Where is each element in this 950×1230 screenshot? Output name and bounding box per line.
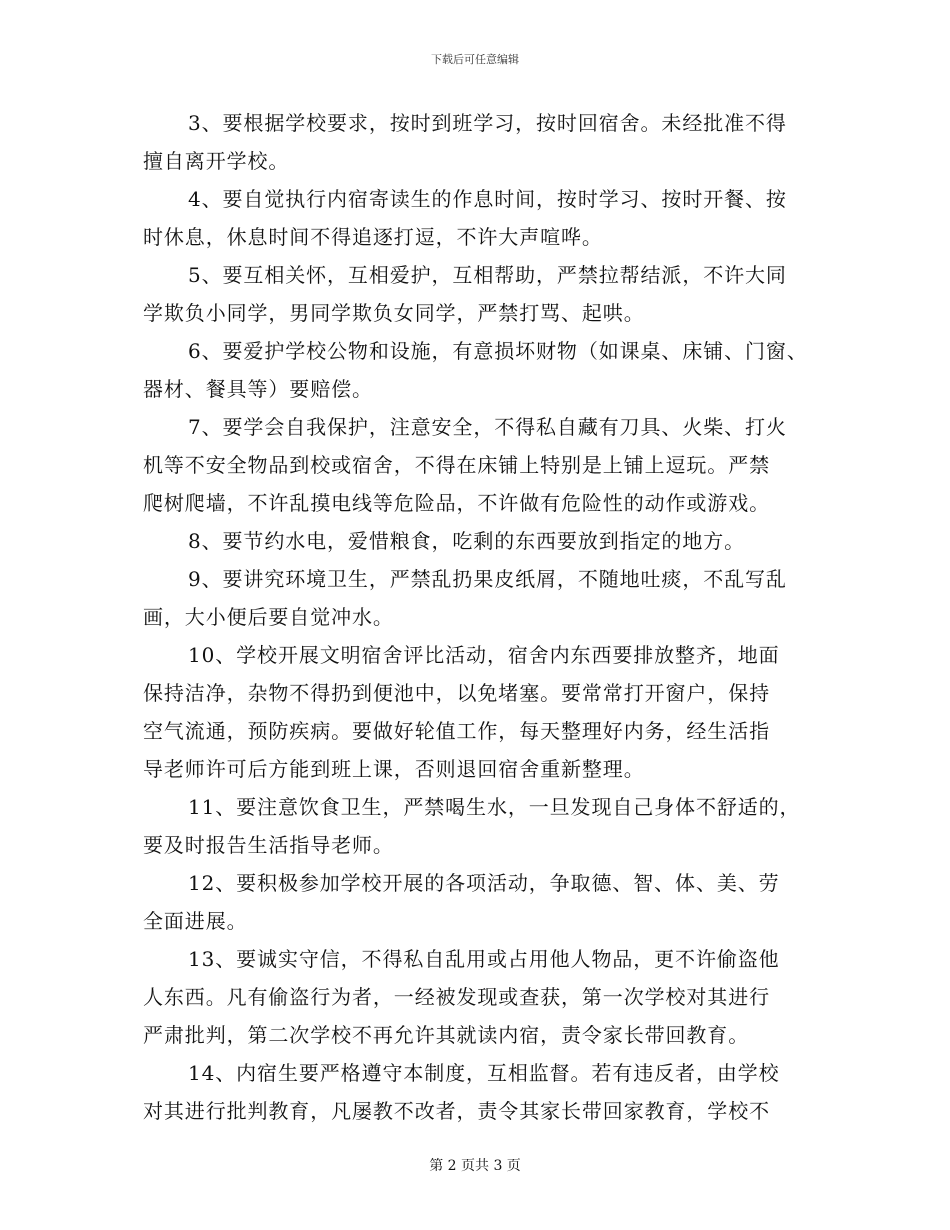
page-number-footer: 第 2 页共 3 页 [429,1158,521,1174]
paragraph-line: 时休息，休息时间不得追逐打逗，不许大声喧哗。 [143,225,603,249]
paragraph-line: 对其进行批判教育，凡屡教不改者，责令其家长带回家教育，学校不 [143,1099,770,1123]
paragraph-line: 要及时报告生活指导老师。 [143,833,394,857]
page-header: 下载后可任意编辑 [431,53,519,66]
paragraph-line: 11、要注意饮食卫生，严禁喝生水，一旦发现自己身体不舒适的， [188,795,801,819]
paragraph-line: 严肃批判，第二次学校不再允许其就读内宿，责令家长带回教育。 [143,1023,750,1047]
paragraph-line: 4、要自觉执行内宿寄读生的作息时间，按时学习、按时开餐、按 [188,187,787,211]
paragraph-line: 人东西。凡有偷盗行为者，一经被发现或查获，第一次学校对其进行 [143,985,770,1009]
paragraph-line: 机等不安全物品到校或宿舍，不得在床铺上特别是上铺上逗玩。严禁 [143,453,770,477]
rule-paragraph-3 [143,104,811,180]
rule-paragraph-5 [143,256,811,332]
paragraph-line: 学欺负小同学，男同学欺负女同学，严禁打骂、起哄。 [143,301,645,325]
paragraph-line: 7、要学会自我保护，注意安全，不得私自藏有刀具、火柴、打火 [188,415,787,439]
paragraph-line: 擅自离开学校。 [143,149,290,173]
paragraph-line: 画，大小便后要自觉冲水。 [143,605,394,629]
paragraph-line: 器材、餐具等）要赔偿。 [143,377,373,401]
paragraph-line: 3、要根据学校要求，按时到班学习，按时回宿舍。未经批准不得 [188,111,787,135]
paragraph-line: 6、要爱护学校公物和设施，有意损坏财物（如课桌、床铺、门窗、 [188,339,808,363]
rule-paragraph-6 [143,332,811,408]
rule-paragraph-14 [143,1054,811,1130]
rule-paragraph-12 [143,864,811,940]
paragraph-line: 保持洁净，杂物不得扔到便池中，以免堵塞。要常常打开窗户，保持 [143,681,770,705]
document-body [143,104,811,1130]
paragraph-line: 导老师许可后方能到班上课，否则退回宿舍重新整理。 [143,757,645,781]
paragraph-line: 8、要节约水电，爱惜粮食，吃剩的东西要放到指定的地方。 [188,529,746,553]
paragraph-line: 5、要互相关怀，互相爱护，互相帮助，严禁拉帮结派，不许大同 [188,263,787,287]
rule-paragraph-4 [143,180,811,256]
paragraph-line: 爬树爬墙，不许乱摸电线等危险品，不许做有危险性的动作或游戏。 [143,491,770,515]
paragraph-line: 9、要讲究环境卫生，严禁乱扔果皮纸屑，不随地吐痰，不乱写乱 [188,567,787,591]
rule-paragraph-9 [143,560,811,636]
paragraph-line: 14、内宿生要严格遵守本制度，互相监督。若有违反者，由学校 [188,1061,780,1085]
paragraph-line: 13、要诚实守信，不得私自乱用或占用他人物品，更不许偷盗他 [188,947,780,971]
rule-paragraph-11 [143,788,811,864]
paragraph-line: 空气流通，预防疾病。要做好轮值工作，每天整理好内务，经生活指 [143,719,770,743]
rule-paragraph-10 [143,636,811,788]
rule-paragraph-13 [143,940,811,1054]
paragraph-line: 全面进展。 [143,909,248,933]
paragraph-line: 12、要积极参加学校开展的各项活动，争取德、智、体、美、劳 [188,871,780,895]
rule-paragraph-7 [143,408,811,522]
rule-paragraph-8 [143,522,811,560]
paragraph-line: 10、学校开展文明宿舍评比活动，宿舍内东西要排放整齐，地面 [188,643,780,667]
